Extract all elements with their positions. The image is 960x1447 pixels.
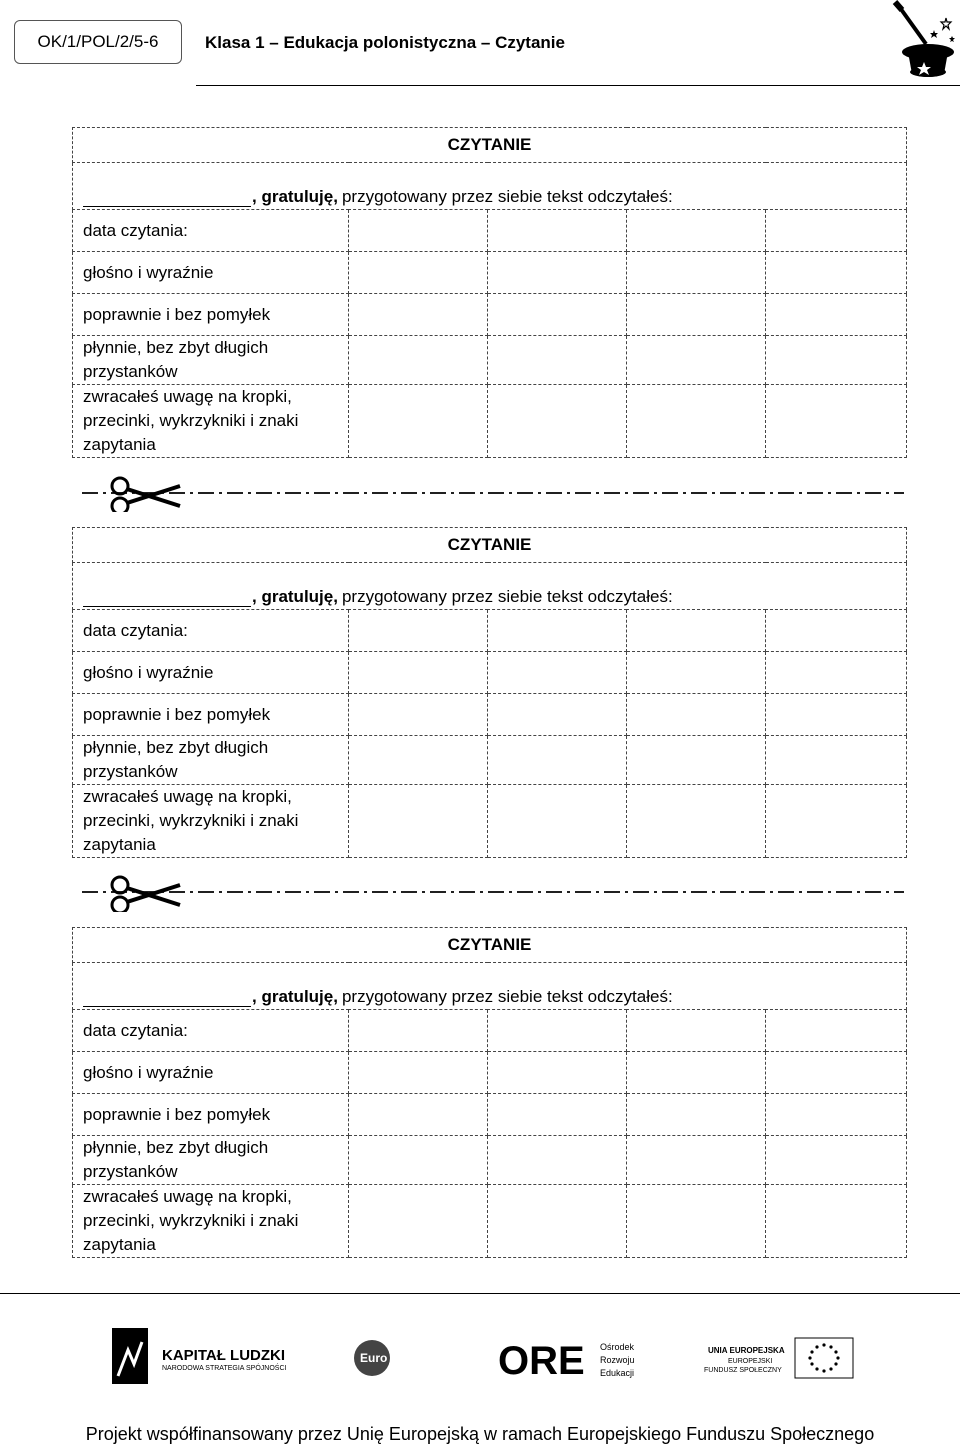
eu-logo xyxy=(704,1338,853,1378)
document-code-box xyxy=(14,20,182,64)
check-cell[interactable] xyxy=(488,385,627,458)
reading-card-2 xyxy=(72,527,906,857)
check-cell[interactable] xyxy=(349,736,488,785)
page-title: Klasa 1 – Edukacja polonistyczna – Czytanie xyxy=(205,33,565,52)
header-rule xyxy=(196,85,960,86)
check-cell[interactable] xyxy=(766,1010,907,1052)
greeting-strong: , gratuluję, xyxy=(252,187,338,206)
document-code: OK/1/POL/2/5-6 xyxy=(37,32,159,51)
eu-line-1: UNIA EUROPEJSKA xyxy=(708,1346,785,1355)
check-cell[interactable] xyxy=(766,1094,907,1136)
check-cell[interactable] xyxy=(488,252,627,294)
card-title: CZYTANIE xyxy=(73,128,907,163)
check-cell[interactable] xyxy=(488,336,627,385)
check-cell[interactable] xyxy=(349,210,488,252)
check-cell[interactable] xyxy=(627,336,766,385)
reading-card-3 xyxy=(72,927,906,1257)
check-cell[interactable] xyxy=(488,1010,627,1052)
greeting-line xyxy=(73,163,907,210)
row-label: poprawnie i bez pomyłek xyxy=(73,694,349,736)
kapital-ludzki-logo xyxy=(112,1328,287,1384)
row-label: zwracałeś uwagę na kropki, przecinki, wykrzykniki i znaki zapytania xyxy=(73,785,349,858)
scissors-icon xyxy=(112,478,180,512)
ore-logo xyxy=(498,1339,635,1383)
check-cell[interactable] xyxy=(488,1185,627,1258)
check-cell[interactable] xyxy=(349,294,488,336)
check-cell[interactable] xyxy=(488,652,627,694)
check-cell[interactable] xyxy=(488,210,627,252)
card-title: CZYTANIE xyxy=(73,928,907,963)
check-cell[interactable] xyxy=(488,1094,627,1136)
check-cell[interactable] xyxy=(766,785,907,858)
euroforum-text: Euro Forum xyxy=(360,1351,428,1365)
check-cell[interactable] xyxy=(766,336,907,385)
ore-text: ORE xyxy=(498,1339,585,1383)
check-cell[interactable] xyxy=(488,1052,627,1094)
check-cell[interactable] xyxy=(627,1052,766,1094)
check-cell[interactable] xyxy=(349,252,488,294)
euroforum-logo xyxy=(354,1340,428,1376)
check-cell[interactable] xyxy=(766,652,907,694)
check-cell[interactable] xyxy=(349,1052,488,1094)
check-cell[interactable] xyxy=(627,294,766,336)
row-label: głośno i wyraźnie xyxy=(73,652,349,694)
ore-line-1: Ośrodek xyxy=(600,1342,635,1352)
ore-line-2: Rozwoju xyxy=(600,1355,635,1365)
sponsor-logos xyxy=(0,1320,960,1390)
name-blank[interactable] xyxy=(83,188,251,207)
check-cell[interactable] xyxy=(766,610,907,652)
check-cell[interactable] xyxy=(488,694,627,736)
footer-text: Projekt współfinansowany przez Unię Europejską w ramach Europejskiego Funduszu Społecznego xyxy=(85,1424,875,1444)
check-cell[interactable] xyxy=(766,210,907,252)
greeting-line xyxy=(73,963,907,1010)
eu-line-3: FUNDUSZ SPOŁECZNY xyxy=(704,1367,782,1374)
check-cell[interactable] xyxy=(766,252,907,294)
check-cell[interactable] xyxy=(627,210,766,252)
scissors-icon xyxy=(112,877,180,912)
check-cell[interactable] xyxy=(488,294,627,336)
check-cell[interactable] xyxy=(766,294,907,336)
check-cell[interactable] xyxy=(349,385,488,458)
check-cell[interactable] xyxy=(627,385,766,458)
check-cell[interactable] xyxy=(627,610,766,652)
row-label: zwracałeś uwagę na kropki, przecinki, wykrzykniki i znaki zapytania xyxy=(73,1185,349,1258)
eu-line-2: EUROPEJSKI xyxy=(728,1358,773,1365)
row-label: data czytania: xyxy=(73,210,349,252)
reading-card-1 xyxy=(72,127,906,457)
row-label: głośno i wyraźnie xyxy=(73,1052,349,1094)
name-blank[interactable] xyxy=(83,588,251,607)
check-cell[interactable] xyxy=(766,736,907,785)
greeting-strong: , gratuluję, xyxy=(252,987,338,1006)
check-cell[interactable] xyxy=(349,1185,488,1258)
check-cell[interactable] xyxy=(488,1136,627,1185)
kapital-ludzki-subtext: NARODOWA STRATEGIA SPÓJNOŚCI xyxy=(162,1365,287,1372)
check-cell[interactable] xyxy=(627,252,766,294)
row-label: zwracałeś uwagę na kropki, przecinki, wykrzykniki i znaki zapytania xyxy=(73,385,349,458)
check-cell[interactable] xyxy=(488,785,627,858)
row-label: data czytania: xyxy=(73,610,349,652)
name-blank[interactable] xyxy=(83,988,251,1007)
check-cell[interactable] xyxy=(627,694,766,736)
check-cell[interactable] xyxy=(766,1185,907,1258)
check-cell[interactable] xyxy=(349,1010,488,1052)
check-cell[interactable] xyxy=(349,1094,488,1136)
row-label: płynnie, bez zbyt długich przystanków xyxy=(73,736,349,785)
greeting-text: przygotowany przez siebie tekst odczytałeś: xyxy=(341,187,673,206)
check-cell[interactable] xyxy=(349,1136,488,1185)
check-cell[interactable] xyxy=(349,785,488,858)
footer-rule xyxy=(0,1293,960,1294)
eu-stars-icon xyxy=(808,1343,839,1372)
card-title: CZYTANIE xyxy=(73,528,907,563)
check-cell[interactable] xyxy=(349,610,488,652)
row-label: poprawnie i bez pomyłek xyxy=(73,294,349,336)
check-cell[interactable] xyxy=(766,1136,907,1185)
check-cell[interactable] xyxy=(349,694,488,736)
cut-line-1 xyxy=(82,472,904,512)
greeting-text: przygotowany przez siebie tekst odczytałeś: xyxy=(341,587,673,606)
row-label: płynnie, bez zbyt długich przystanków xyxy=(73,1136,349,1185)
magic-hat-icon xyxy=(890,0,956,80)
check-cell[interactable] xyxy=(627,1136,766,1185)
cut-line-2 xyxy=(82,872,904,912)
check-cell[interactable] xyxy=(627,785,766,858)
check-cell[interactable] xyxy=(627,1185,766,1258)
check-cell[interactable] xyxy=(349,652,488,694)
greeting-line xyxy=(73,563,907,610)
greeting-strong: , gratuluję, xyxy=(252,587,338,606)
row-label: poprawnie i bez pomyłek xyxy=(73,1094,349,1136)
greeting-text: przygotowany przez siebie tekst odczytałeś: xyxy=(341,987,673,1006)
check-cell[interactable] xyxy=(627,1010,766,1052)
row-label: płynnie, bez zbyt długich przystanków xyxy=(73,336,349,385)
check-cell[interactable] xyxy=(766,1052,907,1094)
check-cell[interactable] xyxy=(766,694,907,736)
ore-line-3: Edukacji xyxy=(600,1368,635,1378)
kapital-ludzki-text: KAPITAŁ LUDZKI xyxy=(162,1347,286,1364)
row-label: data czytania: xyxy=(73,1010,349,1052)
row-label: głośno i wyraźnie xyxy=(73,252,349,294)
check-cell[interactable] xyxy=(627,1094,766,1136)
check-cell[interactable] xyxy=(627,652,766,694)
check-cell[interactable] xyxy=(488,610,627,652)
check-cell[interactable] xyxy=(627,736,766,785)
check-cell[interactable] xyxy=(349,336,488,385)
check-cell[interactable] xyxy=(766,385,907,458)
check-cell[interactable] xyxy=(488,736,627,785)
